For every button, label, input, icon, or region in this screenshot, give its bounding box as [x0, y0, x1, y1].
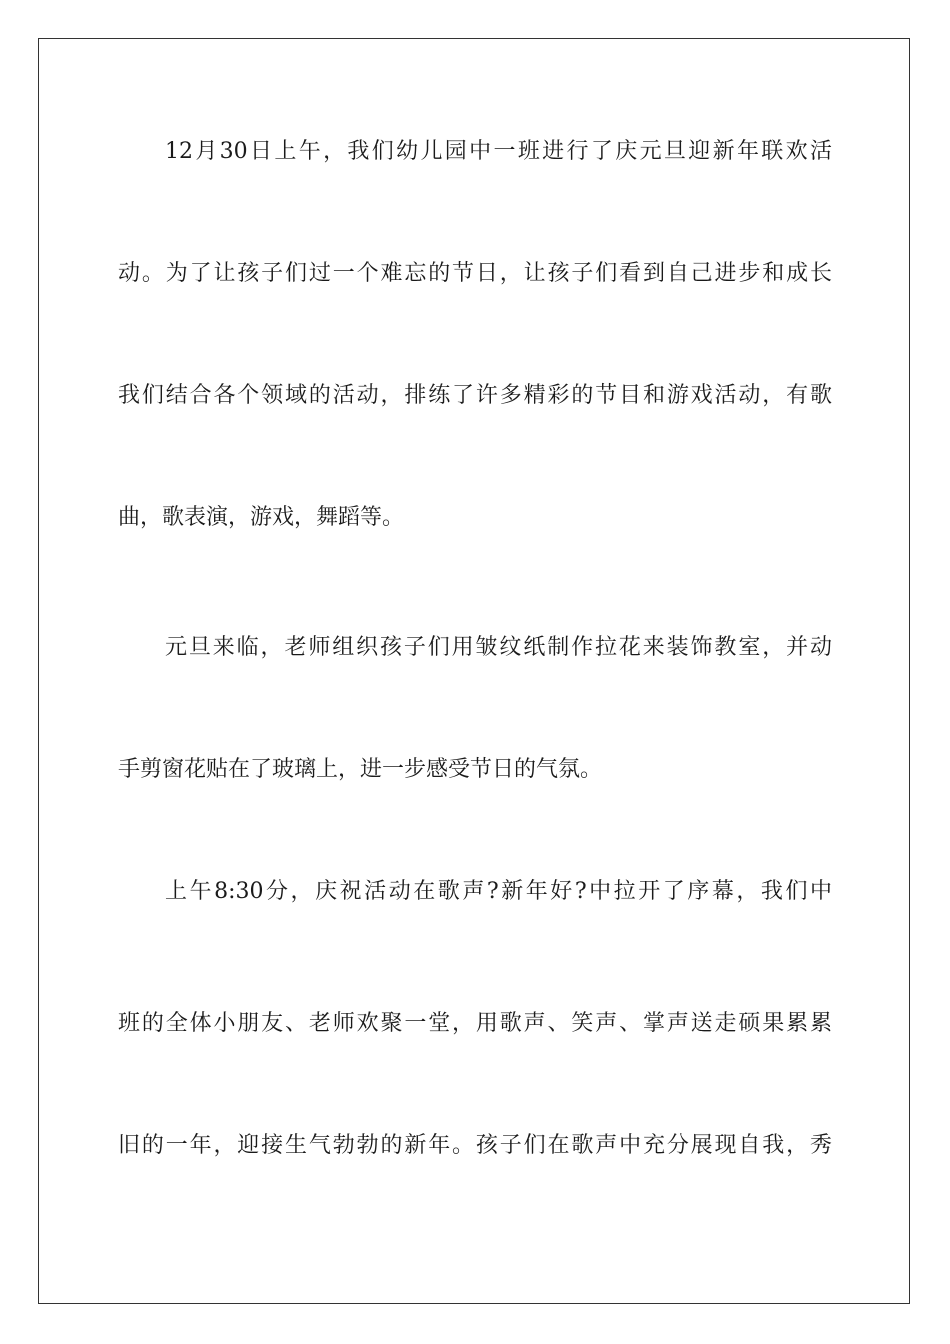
paragraph-2-line-2: 手剪窗花贴在了玻璃上，进一步感受节日的气氛。 [118, 757, 603, 782]
paragraph-1-line-1: 12月30日上午，我们幼儿园中一班进行了庆元旦迎新年联欢活 [165, 139, 832, 164]
paragraph-1-line-4: 曲，歌表演，游戏，舞蹈等。 [118, 505, 405, 530]
paragraph-2-line-1: 元旦来临，老师组织孩子们用皱纹纸制作拉花来装饰教室，并动 [165, 635, 832, 660]
paragraph-1-line-2: 动。为了让孩子们过一个难忘的节日，让孩子们看到自己进步和成长 [118, 261, 832, 286]
page-border [38, 38, 910, 1304]
paragraph-1-line-3: 我们结合各个领域的活动，排练了许多精彩的节目和游戏活动，有歌 [118, 383, 832, 408]
paragraph-3-line-3: 旧的一年，迎接生气勃勃的新年。孩子们在歌声中充分展现自我，秀 [118, 1133, 832, 1158]
paragraph-3-line-2: 班的全体小朋友、老师欢聚一堂，用歌声、笑声、掌声送走硕果累累 [118, 1011, 832, 1036]
paragraph-3-line-1: 上午8:30分，庆祝活动在歌声?新年好?中拉开了序幕，我们中 [165, 879, 832, 904]
